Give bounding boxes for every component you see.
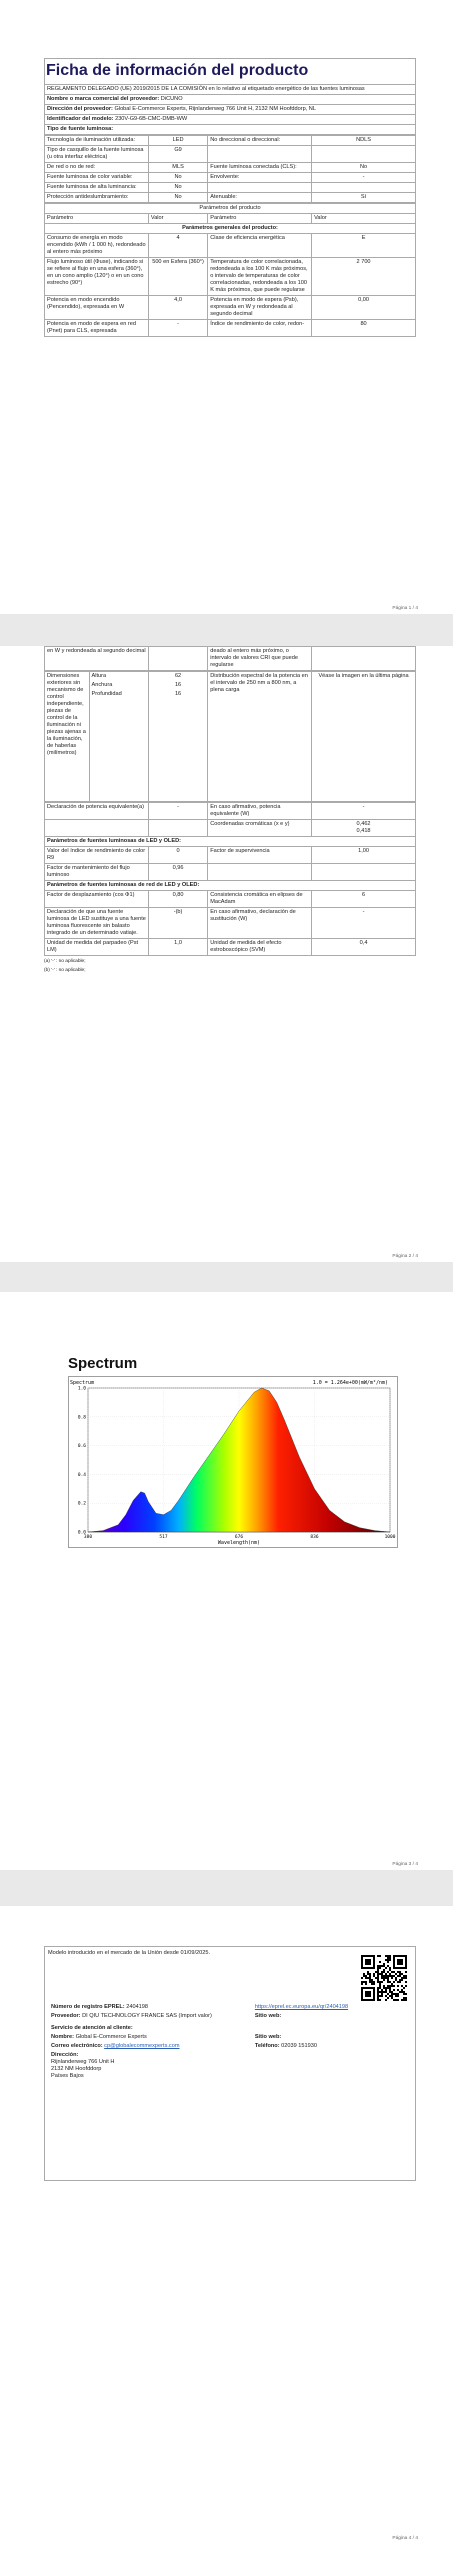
x-tick-label: 517 <box>159 1535 168 1540</box>
table-cell: Unidad de medida del efecto estroboscópico (SVM) <box>208 939 312 956</box>
table-cell <box>312 182 416 192</box>
dim-height-value: 62 <box>148 671 207 680</box>
table-cell: deado al entero más próximo, o intervalo de valores CRI que puede regularse <box>208 647 312 671</box>
phone-label: Teléfono: <box>254 2042 280 2049</box>
product-info-sheet-continued <box>44 646 416 974</box>
address-line-3: Países Bajos <box>51 2072 84 2079</box>
table-cell <box>312 145 416 162</box>
light-source-type-label: Tipo de fuente luminosa: <box>45 124 416 134</box>
table-cell <box>45 820 149 837</box>
table-cell <box>148 820 207 837</box>
dim-width-value: 16 <box>148 681 207 690</box>
page-number: Página 3 / 4 <box>392 1862 418 1867</box>
type-rows <box>45 135 416 202</box>
table-cell: Potencia en modo encendido (Pencendido), expresada en W <box>45 295 149 319</box>
led-rows <box>45 847 416 881</box>
page-3 <box>0 1292 453 1870</box>
table-cell: En caso afirmativo, declaración de sustitución (W) <box>208 908 312 939</box>
table-row <box>45 939 416 956</box>
table-cell: Protección antideslumbramiento: <box>45 192 149 202</box>
address-row <box>45 104 416 114</box>
phone-value: 02039 151930 <box>281 2042 317 2049</box>
table-cell: Factor de desplazamiento (cos Φ1) <box>45 891 149 908</box>
spectrum-chart <box>68 1376 398 1551</box>
email-link[interactable]: cp@globalecommexperts.com <box>104 2042 180 2049</box>
table-cell: 0,00 <box>312 295 416 319</box>
table-cell: 4 <box>148 233 207 257</box>
qr-code-icon <box>359 1953 409 2003</box>
page-number: Página 1 / 4 <box>392 606 418 611</box>
chart-legend-text: 1.0 = 1.264e+00(mW/m²/nm) <box>312 1380 388 1386</box>
spd-label: Distribución espectral de la potencia en el intervalo de 250 nm a 800 nm, a plena carga <box>208 671 312 801</box>
table-cell: En caso afirmativo, potencia equivalente (W) <box>208 803 312 820</box>
table-cell: Flujo luminoso útil (Φuse), indicando si se refiere al flujo en una esfera (360°), en un cono amplio (120°) o en un cono estrecho (90°) <box>45 257 149 295</box>
table-cell: 6 <box>312 891 416 908</box>
table-cell: Consumo de energía en modo encendido (kWh / 1 000 h), redondeado al entero más próximo <box>45 233 149 257</box>
spectrum-heading: Spectrum <box>68 1355 138 1372</box>
table-cell: No <box>148 192 207 202</box>
table-row <box>45 820 416 837</box>
address-label: Dirección: <box>51 2051 79 2058</box>
table-cell: Valor del índice de rendimiento de color R9 <box>45 847 149 864</box>
x-tick-label: 380 <box>83 1535 93 1540</box>
table-cell: Fuente luminosa conectada (CLS): <box>208 162 312 172</box>
table-cell: No direccional o direccional: <box>208 135 312 145</box>
x-tick-label: 1000 <box>384 1535 396 1540</box>
table-row <box>45 257 416 295</box>
table-cell: Temperatura de color correlacionada, redondeada a los 100 K más próximos, o intervalo de temperaturas de color correlacionadas, redondeada a los 100 K más próximos, que puede regularse <box>208 257 312 295</box>
page-2 <box>0 646 453 1262</box>
y-tick-label: 0.0 <box>77 1530 86 1536</box>
provider-label: Proveedor: <box>51 2012 81 2019</box>
header-table <box>44 58 416 135</box>
table-cell: 4,0 <box>148 295 207 319</box>
table-cell: E <box>312 233 416 257</box>
page-1 <box>0 0 453 614</box>
table-cell: Factor de supervivencia <box>208 847 312 864</box>
product-info-sheet <box>44 58 416 337</box>
table-cell: 1,0 <box>148 939 207 956</box>
mains-params-title: Parámetros de fuentes luminosas de red de LED y OLED: <box>45 881 416 891</box>
dim-height-label: Altura <box>89 671 148 680</box>
table-row <box>45 803 416 820</box>
address-value: Global E-Commerce Experts, Rijnlanderweg 766 Unit H, 2132 NM Hoofddorp, NL <box>114 105 316 112</box>
table-row <box>45 172 416 182</box>
table-cell: Índice de rendimiento de color, redon- <box>208 319 312 336</box>
dim-width-label: Anchura <box>89 681 148 690</box>
table-cell: Clase de eficiencia energética <box>208 233 312 257</box>
table-cell: NDLS <box>312 135 416 145</box>
continued-table <box>44 646 416 671</box>
table-row <box>45 295 416 319</box>
table-cell: 80 <box>312 319 416 336</box>
page-number: Página 2 / 4 <box>392 1254 418 1259</box>
table-cell: LED <box>148 135 207 145</box>
table-cell <box>208 145 312 162</box>
spectrum-chart-svg <box>68 1376 398 1548</box>
eprel-link[interactable]: https://eprel.ec.europa.eu/qr/2404198 <box>254 2003 349 2010</box>
equivalent-rows <box>45 803 416 837</box>
table-cell: - <box>148 803 207 820</box>
table-row <box>45 864 416 881</box>
website-label: Sitio web: <box>254 2012 282 2019</box>
table-cell: 0,80 <box>148 891 207 908</box>
table-cell: Declaración de potencia equivalente(a) <box>45 803 149 820</box>
continued-rows <box>45 647 416 671</box>
table-row <box>45 908 416 939</box>
model-label: Identificador del modelo: <box>47 115 114 122</box>
table-cell <box>312 864 416 881</box>
regulation-text: REGLAMENTO DELEGADO (UE) 2019/2015 DE LA COMISIÓN en lo relativo al etiquetado energético de las fuentes luminosas <box>45 85 416 95</box>
table-cell: 1,00 <box>312 847 416 864</box>
address-line-1: Rijnlanderweg 766 Unit H <box>51 2058 115 2065</box>
footnote-a: (a) '-' : no aplicable; <box>44 959 86 965</box>
params-header-3: Parámetro <box>208 213 312 223</box>
table-cell: Potencia en modo de espera (Psb), expresada en W y redondeada al segundo decimal <box>208 295 312 319</box>
table-cell <box>208 864 312 881</box>
table-cell: - <box>312 908 416 939</box>
table-cell: Unidad de medida del parpadeo (Pst LM) <box>45 939 149 956</box>
general-params-title: Parámetros generales del producto: <box>45 223 416 233</box>
model-row <box>45 114 416 124</box>
supplier-row <box>45 94 416 104</box>
table-cell: 0,4 <box>312 939 416 956</box>
table-row <box>45 135 416 145</box>
params-table <box>44 203 416 337</box>
table-row <box>45 233 416 257</box>
y-tick-label: 0.2 <box>77 1501 86 1507</box>
table-cell: Atenuable: <box>208 192 312 202</box>
supplier-value: DiCUNO <box>160 95 183 102</box>
mains-rows <box>45 891 416 956</box>
dimensions-table <box>44 671 416 802</box>
service-name-value: Global E-Commerce Experts <box>75 2033 147 2040</box>
dimensions-label: Dimensiones exteriores sin mecanismo de control independiente, piezas de control de la iluminación ni piezas ajenas a la iluminación, de haberlas (milímetros) <box>45 671 90 801</box>
type-table <box>44 135 416 203</box>
table-row <box>45 192 416 202</box>
eprel-table <box>48 2003 412 2081</box>
spd-value: Véase la imagen en la última página <box>312 671 416 801</box>
table-row <box>45 891 416 908</box>
table-cell: 2 700 <box>312 257 416 295</box>
table-row <box>45 145 416 162</box>
table-cell: No <box>312 162 416 172</box>
email-label: Correo electrónico: <box>51 2042 103 2049</box>
table-cell: 500 en Esfera (360°) <box>148 257 207 295</box>
provider-value: DI QIU TECHNOLOGY FRANCE SAS (Import valor) <box>82 2012 212 2019</box>
table-cell: Envolvente: <box>208 172 312 182</box>
address-line-2: 2132 NM Hoofddorp <box>51 2065 102 2072</box>
eprel-row <box>48 2003 252 2012</box>
table-cell: Consistencia cromática en elipses de MacAdam <box>208 891 312 908</box>
x-tick-label: 676 <box>234 1535 244 1540</box>
page-4 <box>0 1906 453 2560</box>
y-tick-label: 0.4 <box>77 1472 86 1478</box>
table-cell: No <box>148 182 207 192</box>
table-row <box>45 647 416 671</box>
table-cell: 0,462 0,418 <box>312 820 416 837</box>
table-cell: Fuente luminosa de color variable: <box>45 172 149 182</box>
eprel-label: Número de registro EPREL: <box>51 2003 125 2010</box>
eprel-value: 2404198 <box>126 2003 149 2010</box>
table-row <box>45 162 416 172</box>
service-name-row <box>48 2033 252 2042</box>
supplier-label: Nombre o marca comercial del proveedor: <box>47 95 160 102</box>
x-tick-label: 836 <box>310 1535 319 1540</box>
table-cell: - <box>312 803 416 820</box>
table-row <box>45 182 416 192</box>
page-title: Ficha de información del producto <box>45 59 416 85</box>
params-header-2: Valor <box>148 213 207 223</box>
table-cell: Tipo de casquillo de la fuente luminosa (u otra interfaz eléctrica) <box>45 145 149 162</box>
model-value: 230V-G9-6B-CMC-DMB-WW <box>115 115 188 122</box>
table-cell: Factor de mantenimiento del flujo luminoso <box>45 864 149 881</box>
dim-depth-value: 16 <box>148 690 207 802</box>
y-tick-label: 1.0 <box>77 1386 86 1392</box>
y-tick-label: 0.8 <box>77 1415 86 1421</box>
table-cell: 0,96 <box>148 864 207 881</box>
table-cell: - <box>312 172 416 182</box>
table-cell: MLS <box>148 162 207 172</box>
dim-depth-label: Profundidad <box>89 690 148 802</box>
page-number: Página 4 / 4 <box>392 2536 418 2541</box>
table-cell: G9 <box>148 145 207 162</box>
address-label: Dirección del proveedor: <box>47 105 113 112</box>
table-cell: Tecnología de iluminación utilizada: <box>45 135 149 145</box>
table-cell <box>148 647 207 671</box>
equivalent-table <box>44 802 416 956</box>
table-row <box>45 319 416 336</box>
y-tick-label: 0.6 <box>77 1444 86 1450</box>
phone-row <box>252 2042 412 2051</box>
chart-title: Spectrum <box>70 1380 95 1386</box>
table-cell: De red o no de red: <box>45 162 149 172</box>
params-header-1: Parámetro <box>45 213 149 223</box>
led-params-title: Parámetros de fuentes luminosas de LED y OLED: <box>45 837 416 847</box>
service-website-label: Sitio web: <box>254 2033 282 2040</box>
market-text: Modelo introducido en el mercado de la Unión desde 01/09/2025. <box>48 1950 211 1956</box>
eprel-info-box <box>44 1946 416 2181</box>
table-cell: Declaración de que una fuente luminosa de LED sustituye a una fuente luminosa fluorescente sin balasto integrado de un determinado vatiaje. <box>45 908 149 939</box>
customer-service-label: Servicio de atención al cliente: <box>51 2024 133 2031</box>
table-cell: -(b) <box>148 908 207 939</box>
table-cell: - <box>148 319 207 336</box>
table-cell <box>312 647 416 671</box>
table-cell <box>208 182 312 192</box>
address-block <box>48 2051 412 2081</box>
params-title: Parámetros del producto <box>45 203 416 213</box>
email-row <box>48 2042 252 2051</box>
table-cell: Fuente luminosa de alta luminancia: <box>45 182 149 192</box>
x-axis-label: Wavelength(nm) <box>217 1540 261 1546</box>
table-row <box>45 847 416 864</box>
provider-row <box>48 2012 252 2021</box>
service-name-label: Nombre: <box>51 2033 74 2040</box>
general-rows <box>45 233 416 336</box>
table-cell: Coordenadas cromáticas (x e y) <box>208 820 312 837</box>
table-cell: Potencia en modo de espera en red (Pnet) para CLS, expresada <box>45 319 149 336</box>
params-header-4: Valor <box>312 213 416 223</box>
table-cell: 0 <box>148 847 207 864</box>
table-cell: No <box>148 172 207 182</box>
table-cell: en W y redondeada al segundo decimal <box>45 647 149 671</box>
footnote-b: (b) '-' : no aplicable; <box>44 968 86 974</box>
table-cell: Sí <box>312 192 416 202</box>
